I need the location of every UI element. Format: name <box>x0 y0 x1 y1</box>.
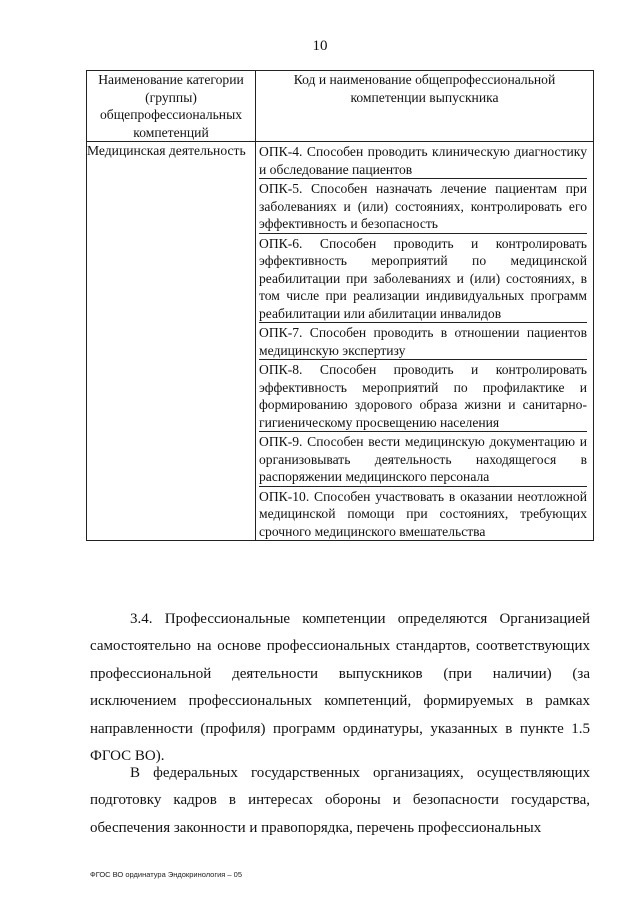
paragraph-3-4: 3.4. Профессиональные компетенции определяются Организацией самостоятельно на основе профессиональных стандартов, соответствующих профессиональной деятельности выпускников (при наличии) (за исключением профессиональных компетенций, формируемых в рамках направленности (профиля) программ ординатуры, указанных в пункте 1.5 ФГОС ВО). <box>90 611 590 765</box>
table-header-row <box>87 71 594 142</box>
competency-opk-4: ОПК-4. Способен проводить клиническую диагностику и обследование пациентов <box>259 142 587 179</box>
competencies-table <box>86 70 594 541</box>
category-cell: Медицинская деятельность <box>87 142 256 541</box>
competency-opk-8: ОПК-8. Способен проводить и контролировать эффективность мероприятий по профилактике и формированию здорового образа жизни и санитарно-гигиеническому просвещению населения <box>259 360 587 432</box>
competency-opk-5: ОПК-5. Способен назначать лечение пациентам при заболеваниях и (или) состояниях, контролировать его эффективность и безопасность <box>259 179 587 234</box>
competency-opk-10: ОПК-10. Способен участвовать в оказании неотложной медицинской помощи при состояниях, требующих срочного медицинского вмешательства <box>259 488 587 539</box>
competency-opk-6: ОПК-6. Способен проводить и контролировать эффективность мероприятий по медицинской реабилитации при заболеваниях и (или) состояниях, в том числе при реализации индивидуальных программ реабилитации или абилитации инвалидов <box>259 234 587 324</box>
competency-list <box>256 142 594 541</box>
competency-opk-9: ОПК-9. Способен вести медицинскую документацию и организовывать деятельность находящегося в распоряжении медицинского персонала <box>259 432 587 487</box>
table-row <box>87 142 594 541</box>
competency-opk-7: ОПК-7. Способен проводить в отношении пациентов медицинскую экспертизу <box>259 323 587 360</box>
paragraph-federal-organizations: В федеральных государственных организациях, осуществляющих подготовку кадров в интересах обороны и безопасности государства, обеспечения законности и правопорядка, перечень профессиональных <box>90 765 590 836</box>
header-code: Код и наименование общепрофессиональной компетенции выпускника <box>256 71 594 142</box>
header-category: Наименование категории (группы) общепрофессиональных компетенций <box>87 71 256 142</box>
page-number: 10 <box>312 38 328 54</box>
footer-text: ФГОС ВО ординатура Эндокринология – 05 <box>90 870 243 879</box>
